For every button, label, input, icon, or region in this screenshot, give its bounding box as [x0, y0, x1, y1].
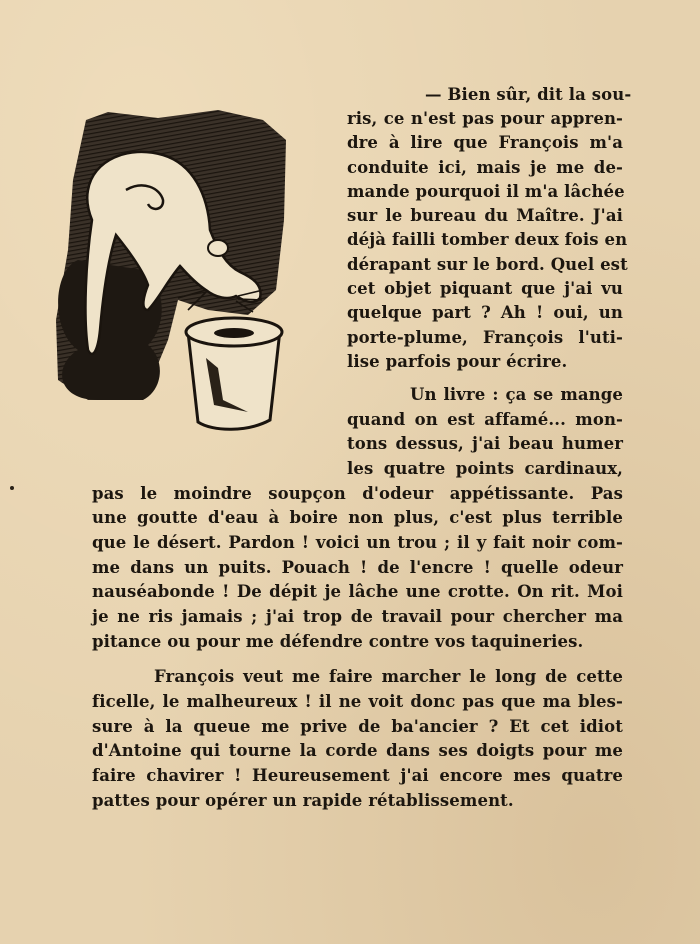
text-line: me dans un puits. Pouach ! de l'encre ! quelle odeur	[92, 558, 623, 577]
text-line: ris, ce n'est pas pour appren-	[347, 109, 623, 128]
text-line: ficelle, le malheureux ! il ne voit donc pas que ma bles-	[92, 692, 623, 711]
text-line: sure à la queue me prive de ba'ancier ? Et cet idiot	[92, 717, 623, 736]
text-line: lise parfois pour écrire.	[347, 352, 568, 371]
ink-speck	[10, 486, 14, 490]
text-line: pitance ou pour me défendre contre vos taquineries.	[92, 632, 584, 651]
text-line: dre à lire que François m'a	[347, 133, 623, 152]
text-line: faire chavirer ! Heureusement j'ai encore mes quatre	[92, 766, 623, 785]
text-line: pattes pour opérer un rapide rétablissement.	[92, 791, 514, 810]
text-line: porte-plume, François l'uti-	[347, 328, 623, 347]
text-line: tons dessus, j'ai beau humer	[347, 434, 623, 453]
text-line: quelque part ? Ah ! oui, un	[347, 303, 623, 322]
text-line: sur le bureau du Maître. J'ai	[347, 206, 623, 225]
text-line: que le désert. Pardon ! voici un trou ; il y fait noir com-	[92, 533, 623, 552]
text-line: mande pourquoi il m'a lâchée	[347, 182, 625, 201]
text-line: quand on est affamé... mon-	[347, 410, 623, 429]
text-line: une goutte d'eau à boire non plus, c'est plus terrible	[92, 508, 623, 527]
text-line: conduite ici, mais je me de-	[347, 158, 623, 177]
mouse-inkpot-illustration	[48, 100, 298, 440]
text-line: déjà failli tomber deux fois en	[347, 230, 628, 249]
text-line: je ne ris jamais ; j'ai trop de travail pour chercher ma	[92, 607, 623, 626]
text-line: dérapant sur le bord. Quel est	[347, 255, 628, 274]
text-line: François veut me faire marcher le long de cette	[154, 667, 623, 686]
text-line: nauséabonde ! De dépit je lâche une crotte. On rit. Moi	[92, 582, 623, 601]
text-line: d'Antoine qui tourne la corde dans ses doigts pour me	[92, 741, 623, 760]
text-line: les quatre points cardinaux,	[347, 459, 623, 478]
text-line: — Bien sûr, dit la sou-	[425, 85, 632, 104]
text-line: Un livre : ça se mange	[410, 385, 623, 404]
text-line: pas le moindre soupçon d'odeur appétissante. Pas	[92, 484, 623, 503]
text-line: cet objet piquant que j'ai vu	[347, 279, 623, 298]
